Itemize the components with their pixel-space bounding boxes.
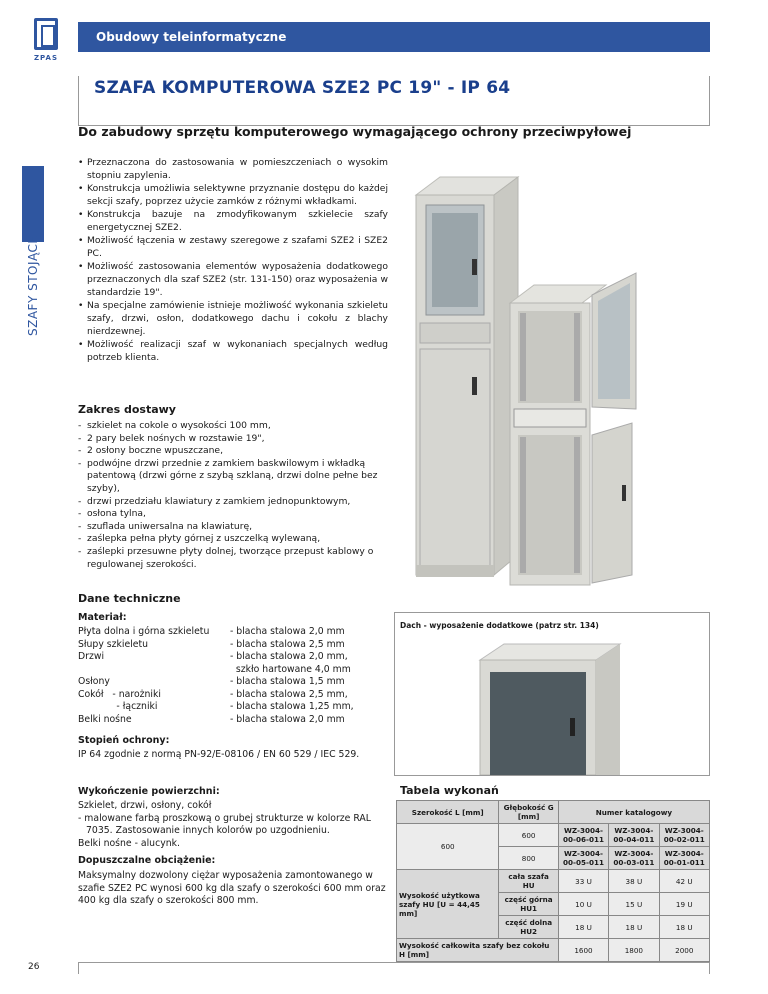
material-parts — [78, 626, 209, 726]
cell-value: 15 U — [609, 893, 659, 916]
cell-value: 1800 — [609, 939, 659, 962]
feature-item: • Konstrukcja umożliwia selektywne przyznanie dostępu do każdej sekcji szafy, poprzez użycie zamków z różnymi wkładkami. — [78, 182, 388, 208]
zpas-logo — [24, 18, 68, 70]
zakres-item: - podwójne drzwi przednie z zamkiem baskwilowym i wkładką patentową (drzwi górne z szybą szklaną, drzwi dolne pełne bez szyby), — [78, 458, 388, 496]
feature-item: • Możliwość łączenia w zestawy szeregowe z szafami SZE2 i SZE2 PC. — [78, 234, 388, 260]
material-part: Belki nośne — [78, 713, 132, 725]
szerokosc-value: 600 — [397, 824, 499, 870]
catalog-number: WZ-3004-00-05-011 — [558, 847, 608, 870]
material-spec: - blacha stalowa 2,0 mm — [230, 713, 345, 725]
material-spec: - blacha stalowa 2,5 mm — [230, 638, 345, 650]
zakres-heading: Zakres dostawy — [78, 403, 176, 416]
catalog-number: WZ-3004-00-01-011 — [659, 847, 709, 870]
material-part: Osłony — [78, 676, 110, 687]
wysokosc-uzytkowa-header: Wysokość użytkowa szafy HU [U = 44,45 mm] — [397, 870, 499, 939]
zakres-item: - osłona tylna, — [78, 508, 388, 521]
zakres-item: - 2 pary belek nośnych w rozstawie 19", — [78, 433, 388, 446]
dane-heading: Dane techniczne — [78, 592, 181, 605]
catalog-number: WZ-3004-00-04-011 — [609, 824, 659, 847]
wykonczenie-line: Belki nośne - alucynk. — [78, 837, 180, 849]
material-part: Słupy szkieletu — [78, 638, 149, 650]
cell-value: 18 U — [609, 916, 659, 939]
wykonczenie-line: - malowane farbą proszkową o grubej strukturze w kolorze RAL 7035. Zastosowanie innych kolorów po uzgodnieniu. — [78, 812, 371, 836]
row-dolna: część dolna HU2 — [499, 916, 558, 939]
row-cala: cała szafa HU — [499, 870, 558, 893]
material-spec: - blacha stalowa 1,25 mm, — [230, 701, 354, 712]
features-list — [78, 156, 388, 364]
dach-photo — [470, 638, 630, 775]
obciazenie-text: Maksymalny dozwolony ciężar wyposażenia zamontowanego w szafie SZE2 PC wynosi 600 kg dla szafy o szerokości 600 mm oraz 400 kg dla szafy o szerokości 800 mm. — [78, 870, 386, 906]
cell-value: 1600 — [558, 939, 608, 962]
wykonczenie-line: Szkielet, drzwi, osłony, cokół — [78, 800, 212, 811]
catalog-number: WZ-3004-00-02-011 — [659, 824, 709, 847]
wysokosc-calkowita-header: Wysokość całkowita szafy bez cokołu H [mm] — [397, 939, 559, 962]
header-glebokosc: Głębokość G [mm] — [499, 801, 558, 824]
material-part: Płyta dolna i górna szkieletu — [78, 626, 210, 637]
material-spec: - blacha stalowa 1,5 mm — [230, 676, 345, 687]
catalog-number: WZ-3004-00-06-011 — [558, 824, 608, 847]
zakres-item: - szkielet na cokole o wysokości 100 mm, — [78, 420, 388, 433]
wykonczenie-text — [78, 800, 388, 850]
material-specs — [230, 626, 354, 726]
zakres-item: - zaślepki przesuwne płyty dolnej, tworzące przepust kablowy o regulowanej szerokości. — [78, 546, 388, 571]
cell-value: 19 U — [659, 893, 709, 916]
feature-item: • Konstrukcja bazuje na zmodyfikowanym szkielecie szafy energetycznej SZE2. — [78, 208, 388, 234]
header-szerokosc: Szerokość L [mm] — [397, 801, 499, 824]
side-label-text: SZAFY STOJĄCE — [26, 235, 40, 336]
dach-caption: Dach - wyposażenie dodatkowe (patrz str. 134) — [400, 621, 599, 630]
specs-table — [396, 800, 710, 962]
side-label — [20, 235, 48, 338]
material-spec: - blacha stalowa 2,0 mm, — [230, 651, 348, 662]
stopien-text: IP 64 zgodnie z normą PN-92/E-08106 / EN 60 529 / IEC 529. — [78, 749, 360, 760]
catalog-number: WZ-3004-00-03-011 — [609, 847, 659, 870]
side-tab — [22, 166, 44, 242]
feature-item: • Na specjalne zamówienie istnieje możliwość wykonania szkieletu szafy, drzwi, osłon, dodatkowego dachu i cokołu z blachy nierdzewnej. — [78, 299, 388, 338]
zakres-item: - zaślepka pełna płyty górnej z uszczelką wylewaną, — [78, 533, 388, 546]
glebokosc-600: 600 — [499, 824, 558, 847]
glebokosc-800: 800 — [499, 847, 558, 870]
obciazenie-heading: Dopuszczalne obciążenie: — [78, 855, 216, 866]
cabinet-photo — [410, 155, 706, 591]
cell-value: 42 U — [659, 870, 709, 893]
stopien-heading: Stopień ochrony: — [78, 735, 170, 746]
material-part: Cokół - narożniki — [78, 688, 161, 700]
material-spec: szkło hartowane 4,0 mm — [230, 663, 351, 675]
category-header: Obudowy teleinformatyczne — [78, 22, 710, 52]
cell-value: 33 U — [558, 870, 608, 893]
feature-item: • Możliwość realizacji szaf w wykonaniach specjalnych według potrzeb klienta. — [78, 338, 388, 364]
material-spec: - blacha stalowa 2,5 mm, — [230, 688, 348, 700]
zakres-list — [78, 420, 388, 571]
page-subtitle: Do zabudowy sprzętu komputerowego wymagającego ochrony przeciwpyłowej — [78, 124, 632, 139]
footer-frame — [78, 962, 710, 974]
zakres-item: - drzwi przedziału klawiatury z zamkiem jednopunktowym, — [78, 496, 388, 509]
material-spec: - blacha stalowa 2,0 mm — [230, 626, 345, 637]
material-part: Drzwi — [78, 651, 105, 662]
page-title: SZAFA KOMPUTEROWA SZE2 PC 19" - IP 64 — [94, 78, 511, 98]
material-heading: Materiał: — [78, 612, 127, 623]
feature-item: • Możliwość zastosowania elementów wyposażenia dodatkowego przeznaczonych dla szaf SZE2 (str. 131-150) oraz wyposażenia w standardzie 19". — [78, 260, 388, 299]
zakres-item: - 2 osłony boczne wpuszczane, — [78, 445, 388, 458]
zakres-item: - szuflada uniwersalna na klawiaturę, — [78, 521, 388, 534]
header-numer: Numer katalogowy — [558, 801, 709, 824]
wykonczenie-heading: Wykończenie powierzchni: — [78, 786, 220, 797]
logo-text: ZPAS — [33, 54, 59, 62]
material-part: - łączniki — [78, 701, 158, 712]
row-gorna: część górna HU1 — [499, 893, 558, 916]
cell-value: 2000 — [659, 939, 709, 962]
cell-value: 18 U — [659, 916, 709, 939]
logo-icon — [34, 18, 58, 50]
tabela-heading: Tabela wykonań — [400, 784, 499, 797]
cell-value: 10 U — [558, 893, 608, 916]
material-part — [78, 664, 209, 677]
cell-value: 38 U — [609, 870, 659, 893]
feature-item: • Przeznaczona do zastosowania w pomieszczeniach o wysokim stopniu zapylenia. — [78, 156, 388, 182]
page-number: 26 — [28, 962, 40, 972]
cell-value: 18 U — [558, 916, 608, 939]
